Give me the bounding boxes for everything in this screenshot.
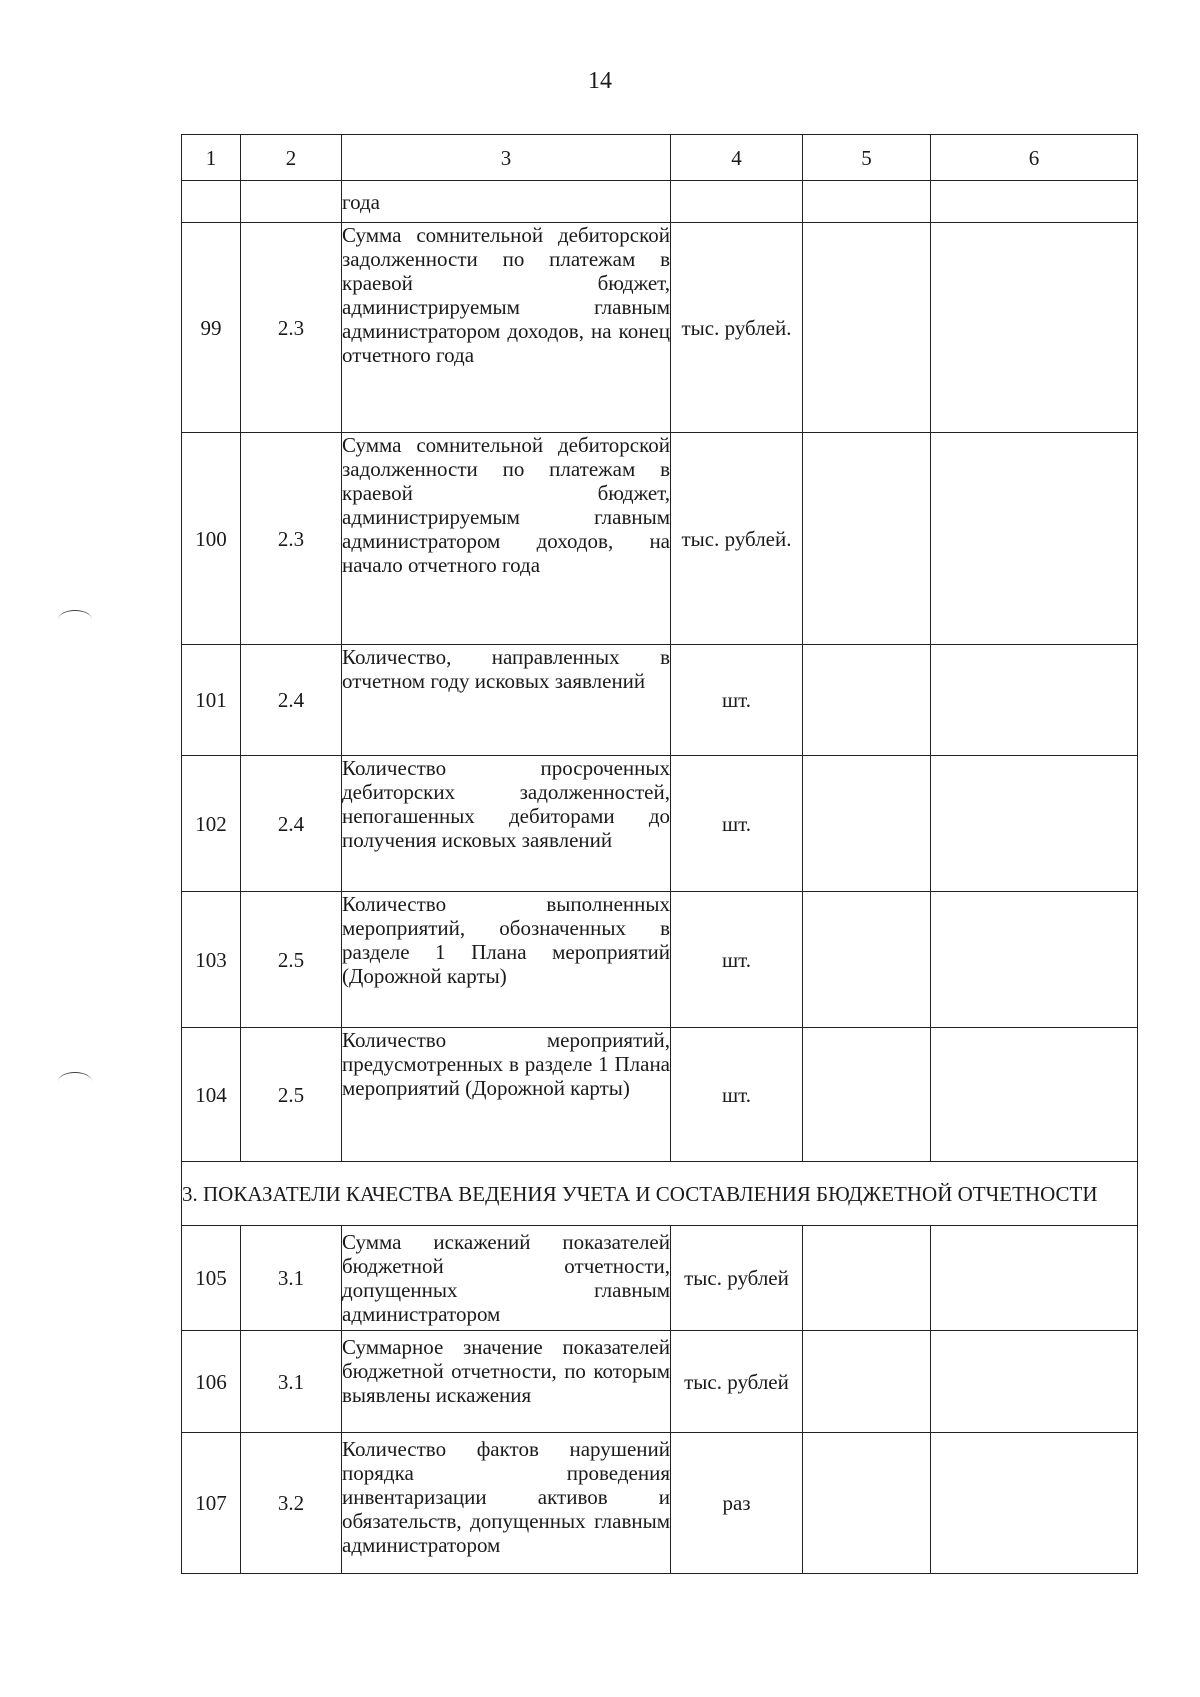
- column-header: 4: [671, 135, 803, 181]
- row-unit: тыс. рублей.: [671, 433, 803, 645]
- table-row: [182, 756, 1138, 892]
- row-code: 2.5: [241, 1028, 342, 1162]
- row-description: Сумма сомнительной дебиторской задолженности по платежам в краевой бюджет, администрируемым главным администратором доходов, на начало отчетного года: [342, 433, 671, 645]
- row-unit: раз: [671, 1433, 803, 1574]
- row-number: 105: [182, 1226, 241, 1331]
- row-value-5: [803, 1226, 931, 1331]
- row-code: 2.4: [241, 645, 342, 756]
- row-code: 3.1: [241, 1226, 342, 1331]
- column-header: 6: [931, 135, 1138, 181]
- row-description: Количество фактов нарушений порядка проведения инвентаризации активов и обязательств, допущенных главным администратором: [342, 1433, 671, 1574]
- header-row: [182, 135, 1138, 181]
- row-value-6: [931, 181, 1138, 223]
- row-description: года: [342, 181, 671, 223]
- row-description: Количество мероприятий, предусмотренных в разделе 1 Плана мероприятий (Дорожной карты): [342, 1028, 671, 1162]
- row-value-6: [931, 1331, 1138, 1433]
- row-value-5: [803, 223, 931, 433]
- table-row: [182, 1226, 1138, 1331]
- table-row: [182, 1433, 1138, 1574]
- row-number: 103: [182, 892, 241, 1028]
- row-value-5: [803, 433, 931, 645]
- row-value-6: [931, 1028, 1138, 1162]
- hole-punch-mark: [58, 1072, 92, 1091]
- row-unit: шт.: [671, 756, 803, 892]
- table-row: [182, 892, 1138, 1028]
- row-unit: тыс. рублей.: [671, 223, 803, 433]
- table-row: [182, 1028, 1138, 1162]
- row-code: 2.3: [241, 223, 342, 433]
- row-number: 102: [182, 756, 241, 892]
- row-unit: шт.: [671, 892, 803, 1028]
- row-code: 2.4: [241, 756, 342, 892]
- row-value-6: [931, 645, 1138, 756]
- row-number: [182, 181, 241, 223]
- row-code: [241, 181, 342, 223]
- row-code: 2.3: [241, 433, 342, 645]
- table-row: [182, 223, 1138, 433]
- page-number: 14: [588, 68, 612, 94]
- column-header: 2: [241, 135, 342, 181]
- row-code: 2.5: [241, 892, 342, 1028]
- row-description: Сумма сомнительной дебиторской задолженности по платежам в краевой бюджет, администрируемым главным администратором доходов, на конец отчетного года: [342, 223, 671, 433]
- row-unit: шт.: [671, 1028, 803, 1162]
- section-title: 3. ПОКАЗАТЕЛИ КАЧЕСТВА ВЕДЕНИЯ УЧЕТА И СОСТАВЛЕНИЯ БЮДЖЕТНОЙ ОТЧЕТНОСТИ: [182, 1162, 1138, 1226]
- row-value-5: [803, 645, 931, 756]
- row-value-5: [803, 756, 931, 892]
- row-value-6: [931, 223, 1138, 433]
- row-description: Количество, направленных в отчетном году исковых заявлений: [342, 645, 671, 756]
- indicator-table: [181, 134, 1138, 1574]
- row-number: 106: [182, 1331, 241, 1433]
- row-unit: тыс. рублей: [671, 1226, 803, 1331]
- row-unit: тыс. рублей: [671, 1331, 803, 1433]
- row-value-6: [931, 433, 1138, 645]
- row-value-6: [931, 756, 1138, 892]
- table-row: [182, 645, 1138, 756]
- section-row: [182, 1162, 1138, 1226]
- row-number: 101: [182, 645, 241, 756]
- row-unit: [671, 181, 803, 223]
- row-value-5: [803, 181, 931, 223]
- row-code: 3.1: [241, 1331, 342, 1433]
- row-description: Количество просроченных дебиторских задолженностей, непогашенных дебиторами до получения исковых заявлений: [342, 756, 671, 892]
- row-value-5: [803, 892, 931, 1028]
- row-code: 3.2: [241, 1433, 342, 1574]
- row-value-5: [803, 1433, 931, 1574]
- table-row: [182, 181, 1138, 223]
- row-value-5: [803, 1331, 931, 1433]
- row-number: 104: [182, 1028, 241, 1162]
- hole-punch-mark: [58, 610, 92, 629]
- row-value-5: [803, 1028, 931, 1162]
- row-description: Суммарное значение показателей бюджетной отчетности, по которым выявлены искажения: [342, 1331, 671, 1433]
- row-number: 99: [182, 223, 241, 433]
- row-description: Количество выполненных мероприятий, обозначенных в разделе 1 Плана мероприятий (Дорожной карты): [342, 892, 671, 1028]
- row-number: 100: [182, 433, 241, 645]
- table-row: [182, 433, 1138, 645]
- row-description: Сумма искажений показателей бюджетной отчетности, допущенных главным администратором: [342, 1226, 671, 1331]
- row-unit: шт.: [671, 645, 803, 756]
- column-header: 5: [803, 135, 931, 181]
- column-header: 1: [182, 135, 241, 181]
- row-value-6: [931, 1433, 1138, 1574]
- table-row: [182, 1331, 1138, 1433]
- row-value-6: [931, 892, 1138, 1028]
- column-header: 3: [342, 135, 671, 181]
- row-number: 107: [182, 1433, 241, 1574]
- row-value-6: [931, 1226, 1138, 1331]
